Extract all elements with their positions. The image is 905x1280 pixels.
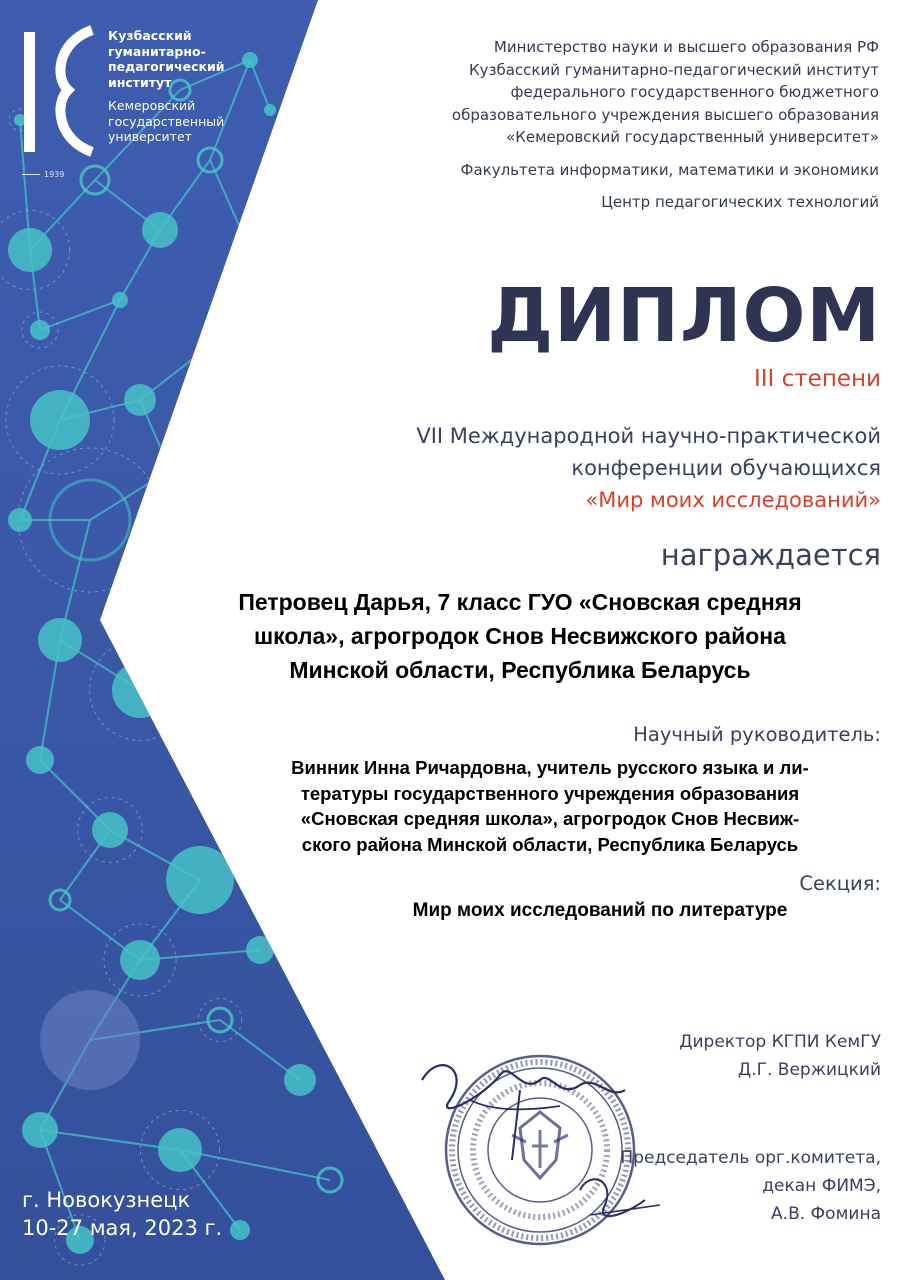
molecule-node (8, 508, 32, 532)
molecule-node (230, 1220, 250, 1240)
director-name: Д.Г. Вержицкий (737, 1060, 881, 1080)
molecule-node (112, 292, 128, 308)
molecule-node (26, 746, 54, 774)
faculty-name: Факультета информатики, математики и экономики (460, 160, 879, 179)
molecule-node (220, 320, 240, 340)
header-line: Кузбасский гуманитарно-педагогический институт (468, 60, 879, 79)
logo-year: 1939 (22, 170, 64, 179)
director-signature-block (679, 1028, 881, 1084)
recipient-line-3: Минской области, Республика Беларусь (289, 657, 751, 683)
event-dates: 10-27 мая, 2023 г. (22, 1216, 223, 1240)
header-line: Министерство науки и высшего образования РФ (493, 38, 879, 56)
molecule-bond (230, 250, 250, 330)
chair-name: А.В. Фомина (771, 1204, 881, 1224)
chair-signature-block (620, 1144, 881, 1228)
conference-title: «Мир моих исследований» (585, 488, 881, 512)
recipient-block (130, 585, 905, 687)
section-value: Мир моих исследований по литературе (412, 900, 788, 921)
issuer-header (452, 36, 879, 214)
logo-k-icon (18, 22, 100, 160)
city-name: г. Новокузнецк (22, 1188, 191, 1212)
molecule-node (198, 728, 222, 752)
header-line: федерального государственного бюджетного (510, 83, 879, 101)
supervisor-line-4: ского района Минской области, Республика Беларусь (301, 833, 799, 855)
conference-line-2: конференции обучающихся (571, 456, 881, 480)
center-name: Центр педагогических технологий (601, 193, 879, 211)
molecule-node (8, 228, 52, 272)
logo-institute-name: Кузбасский гуманитарно- педагогический институт (108, 28, 225, 90)
molecule-node (30, 390, 90, 450)
supervisor-line-3: «Сновская средняя школа», агрогродок Снов Несвиж- (300, 808, 800, 829)
molecule-node (124, 384, 156, 416)
molecule-node (22, 1112, 58, 1148)
diploma-degree: III степени (753, 366, 881, 392)
molecule-node (120, 940, 160, 980)
supervisor-label: Научный руководитель: (633, 723, 881, 746)
molecule-node (142, 212, 178, 248)
awarded-label: награждается (660, 538, 881, 572)
molecule-halo (239, 239, 261, 261)
molecule-node (242, 52, 258, 68)
diploma-title: ДИПЛОМ (487, 273, 881, 359)
section-label: Секция: (799, 872, 881, 895)
molecule-node (246, 936, 274, 964)
molecule-node (38, 618, 82, 662)
supervisor-line-2: тературы государственного учреждения образования (300, 782, 800, 804)
molecule-node (158, 1128, 202, 1172)
molecule-node (160, 460, 180, 480)
molecule-node (284, 1064, 316, 1096)
molecule-node (92, 812, 128, 848)
logo-university-name: Кемеровский государственный университет (108, 98, 225, 144)
molecule-node (264, 104, 276, 116)
place-and-date (22, 1186, 222, 1242)
supervisor-block (205, 755, 895, 857)
director-position: Директор КГПИ КемГУ (679, 1032, 881, 1052)
chair-position-1: Председатель орг.комитета, (620, 1148, 881, 1168)
conference-name (416, 420, 881, 516)
molecule-node (244, 244, 256, 256)
molecule-node (30, 320, 50, 340)
header-line: образовательного учреждения высшего образования (451, 105, 879, 124)
molecule-node (40, 990, 140, 1090)
header-line: «Кемеровский государственный университет» (506, 128, 879, 146)
chair-position-2: декан ФИМЭ, (762, 1176, 881, 1196)
conference-line-1: VII Международной научно-практической (416, 424, 881, 448)
supervisor-line-1: Винник Инна Ричардовна, учитель русского языка и ли- (291, 757, 809, 778)
logo-text (108, 28, 225, 145)
recipient-line-1: Петровец Дарья, 7 класс ГУО «Сновская средняя (238, 589, 802, 615)
recipient-line-2: школа», агрогродок Снов Несвижского района (254, 623, 786, 649)
